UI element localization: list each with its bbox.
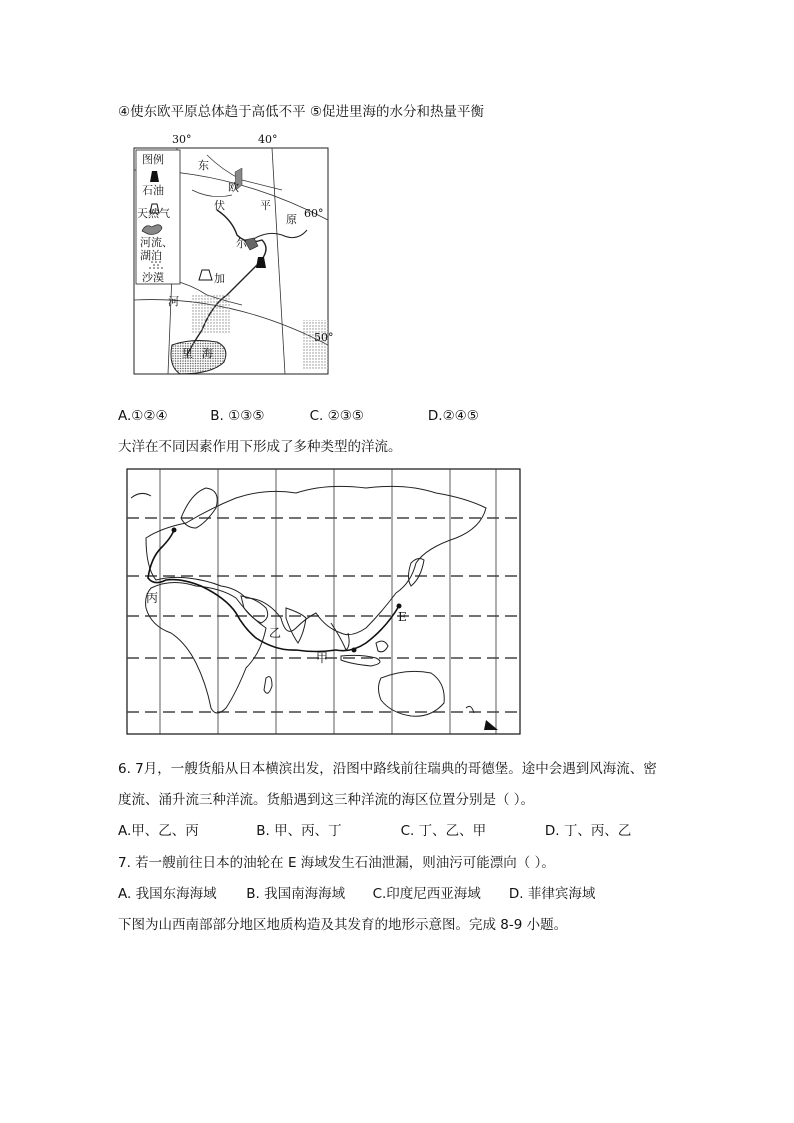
- place-char-li: 里: [182, 347, 193, 360]
- place-char-jia: 加: [214, 272, 225, 285]
- legend-river-label: 河流、: [140, 236, 173, 249]
- q6-options: [118, 822, 631, 840]
- legend-desert-label: 沙漠: [142, 271, 164, 284]
- question-prev-options-line: ④使东欧平原总体趋于高低不平 ⑤促进里海的水分和热量平衡: [118, 104, 484, 120]
- label-yi: 乙: [269, 626, 282, 640]
- q5-option-a: A.①②④: [118, 408, 168, 424]
- legend-lake-label: 湖泊: [140, 249, 162, 262]
- world-route-map: [126, 468, 522, 736]
- q6-option-c: C. 丁、乙、甲: [400, 823, 487, 839]
- place-char-ping: 平: [260, 199, 271, 212]
- q6-option-b: B. 甲、丙、丁: [256, 823, 342, 839]
- label-e: E: [398, 610, 407, 624]
- q7-option-b: B. 我国南海海域: [246, 886, 346, 902]
- place-char-he: 河: [168, 295, 179, 308]
- q5-option-c: C. ②③⑤: [309, 408, 364, 424]
- place-char-dong: 东: [198, 159, 209, 172]
- lat-label-50: 50°: [314, 331, 334, 344]
- q6-option-a: A.甲、乙、丙: [118, 823, 199, 839]
- q7-option-a: A. 我国东海海域: [118, 886, 217, 902]
- legend-oil-label: 石油: [142, 184, 164, 197]
- label-bing: 丙: [146, 591, 159, 605]
- world-map-drawing: [126, 468, 522, 736]
- caspian-region-map: [132, 130, 332, 378]
- caspian-map-drawing: [132, 130, 332, 378]
- place-char-ou: 欧: [228, 181, 239, 194]
- q6-stem-line1: 6. 7月，一艘货船从日本横滨出发，沿图中路线前往瑞典的哥德堡。途中会遇到风海流、密: [118, 761, 657, 777]
- place-char-yuan: 原: [286, 213, 297, 226]
- q5-option-d: D.②④⑤: [427, 408, 479, 424]
- ocean-intro-text: 大洋在不同因素作用下形成了多种类型的洋流。: [118, 439, 402, 455]
- q7-option-d: D. 菲律宾海域: [508, 886, 596, 902]
- q5-options: [118, 407, 479, 425]
- geology-intro-text: 下图为山西南部部分地区地质构造及其发育的地形示意图。完成 8-9 小题。: [118, 917, 568, 933]
- place-char-hai: 海: [202, 347, 213, 360]
- lon-label-30: 30°: [172, 133, 192, 146]
- q7-options: [118, 885, 595, 903]
- q7-stem: 7. 若一艘前往日本的油轮在 E 海域发生石油泄漏，则油污可能漂向（ ）。: [118, 855, 555, 871]
- q5-option-b: B. ①③⑤: [210, 408, 265, 424]
- label-jia: 甲: [316, 651, 329, 665]
- q6-stem-line2: 度流、涌升流三种洋流。货船遇到这三种洋流的海区位置分别是（ ）。: [118, 792, 535, 808]
- place-char-fu: 伏: [214, 199, 225, 212]
- lat-label-60: 60°: [304, 207, 324, 220]
- lon-label-40: 40°: [258, 133, 278, 146]
- place-char-er: 尔: [236, 237, 247, 250]
- legend-title: 图例: [142, 153, 164, 166]
- legend-gas-label: 天然气: [137, 207, 170, 220]
- q7-option-c: C.印度尼西亚海域: [372, 886, 481, 902]
- q6-option-d: D. 丁、丙、乙: [544, 823, 632, 839]
